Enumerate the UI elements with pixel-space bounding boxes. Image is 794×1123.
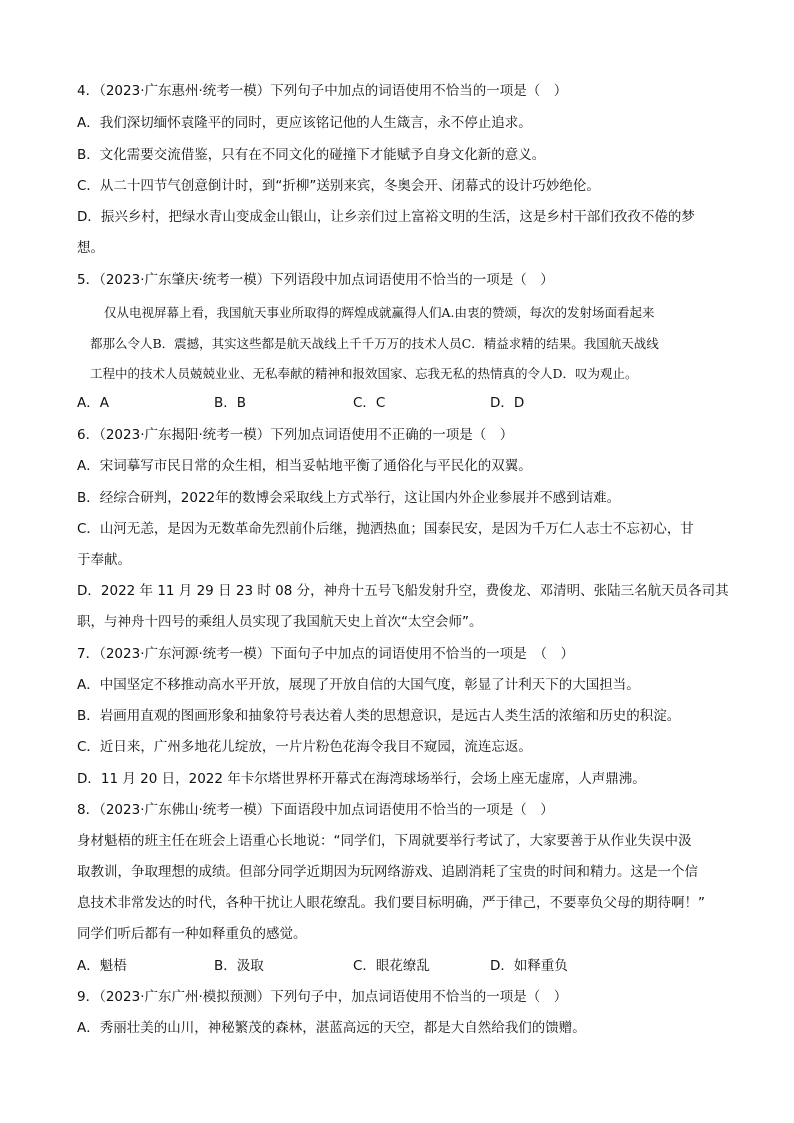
question-5-option-c: C．C xyxy=(353,395,386,411)
question-5-option-d: D．D xyxy=(490,395,525,411)
question-4-stem: 4．（2023·广东惠州·统考一模）下列句子中加点的词语使用不恰当的一项是（ ） xyxy=(77,83,568,99)
question-7-stem: 7．（2023·广东河源·统考一模）下面句子中加点的词语使用不恰当的一项是 （ ） xyxy=(77,646,575,662)
question-6-option-a: A．宋词摹写市民日常的众生相，相当妥帖地平衡了通俗化与平民化的双翼。 xyxy=(77,458,532,474)
question-8-passage-line-2: 取教训，争取理想的成绩。但部分同学近期因为玩网络游戏、追剧消耗了宝贵的时间和精力。这是一个信 xyxy=(77,864,698,880)
question-9-option-a: A．秀丽壮美的山川，神秘繁茂的森林，湛蓝高远的天空，都是大自然给我们的馈赠。 xyxy=(77,1020,586,1036)
question-8-option-c: C．眼花缭乱 xyxy=(353,958,430,974)
question-8-option-d: D．如释重负 xyxy=(490,958,568,974)
question-6-option-c-cont: 于奉献。 xyxy=(77,552,131,568)
question-5-stem: 5．（2023·广东肇庆·统考一模）下列语段中加点词语使用不恰当的一项是（ ） xyxy=(77,272,554,288)
question-8-option-b: B．汲取 xyxy=(214,958,264,974)
question-8-stem: 8．（2023·广东佛山·统考一模）下面语段中加点词语使用不恰当的一项是（ ） xyxy=(77,802,554,818)
question-9-stem: 9．（2023·广东广州·模拟预测）下列句子中，加点词语使用不恰当的一项是（ ） xyxy=(77,989,568,1005)
question-8-options xyxy=(77,951,727,982)
question-4-option-a: A．我们深切缅怀袁隆平的同时，更应该铭记他的人生箴言，永不停止追求。 xyxy=(77,115,532,131)
question-7-option-a: A．中国坚定不移推动高水平开放，展现了开放自信的大国气度，彰显了计利天下的大国担当。 xyxy=(77,677,640,693)
question-8-passage-line-3: 息技术非常发达的时代，各种干扰让人眼花缭乱。我们要目标明确，严于律己，不要辜负父母的期待啊！” xyxy=(77,895,705,911)
question-4-option-d: D．振兴乡村，把绿水青山变成金山银山，让乡亲们过上富裕文明的生活，这是乡村干部们孜孜不倦的梦 xyxy=(77,209,695,225)
question-5-options xyxy=(77,388,727,419)
question-4-option-b: B．文化需要交流借鉴，只有在不同文化的碰撞下才能赋予自身文化新的意义。 xyxy=(77,147,546,163)
question-8-passage-line-4: 同学们听后都有一种如释重负的感觉。 xyxy=(77,926,307,942)
question-4-option-c: C．从二十四节气创意倒计时，到“折柳”送别来宾，冬奥会开、闭幕式的设计巧妙绝伦。 xyxy=(77,178,600,194)
question-7-option-c: C．近日来，广州多地花儿绽放，一片片粉色花海令我目不窥园，流连忘返。 xyxy=(77,739,532,755)
question-7-option-b: B．岩画用直观的图画形象和抽象符号表达着人类的思想意识，是远古人类生活的浓缩和历史的积淀。 xyxy=(77,708,681,724)
question-4-option-d-cont: 想。 xyxy=(77,240,104,256)
question-6-option-d: D．2022 年 11 月 29 日 23 时 08 分，神舟十五号飞船发射升空，费俊龙、邓清明、张陆三名航天员各司其 xyxy=(77,583,729,599)
question-5-passage-line-1: 仅从电视屏幕上看，我国航天事业所取得的辉煌成就赢得人们A.由衷的赞颂，每次的发射场面看起来 xyxy=(104,305,655,320)
question-5-passage-line-3: 工程中的技术人员兢兢业业、无私奉献的精神和报效国家、忘我无私的热情真的令人D．叹为观止。 xyxy=(90,366,638,381)
question-6-stem: 6．（2023·广东揭阳·统考一模）下列加点词语使用不正确的一项是（ ） xyxy=(77,427,514,443)
question-6-option-c: C．山河无恙，是因为无数革命先烈前仆后继，抛洒热血；国泰民安，是因为千万仁人志士不忘初心，甘 xyxy=(77,521,694,537)
question-7-option-d: D．11 月 20 日，2022 年卡尔塔世界杯开幕式在海湾球场举行，会场上座无虚席，人声鼎沸。 xyxy=(77,771,646,787)
question-8-option-a: A．魁梧 xyxy=(77,958,127,974)
question-5-option-b: B．B xyxy=(214,395,247,411)
question-5-passage-line-2: 都那么令人B．震撼，其实这些都是航天战线上千千万万的技术人员C．精益求精的结果。我国航天战线 xyxy=(90,336,659,351)
question-8-passage-line-1: 身材魁梧的班主任在班会上语重心长地说：“同学们，下周就要举行考试了，大家要善于从作业失误中汲 xyxy=(77,833,692,849)
question-6-option-b: B．经综合研判，2022年的数博会采取线上方式举行，这让国内外企业参展并不感到诘难。 xyxy=(77,490,621,506)
question-5-option-a: A．A xyxy=(77,395,109,411)
question-6-option-d-cont: 职，与神舟十四号的乘组人员实现了我国航天史上首次“太空会师”。 xyxy=(77,614,483,630)
